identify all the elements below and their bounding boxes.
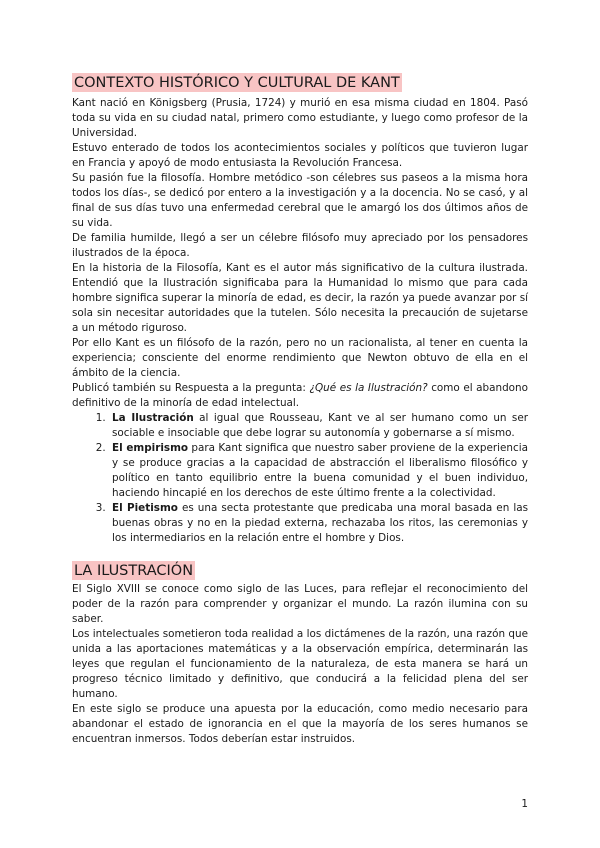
numbered-list bbox=[72, 411, 528, 546]
list-item-term: El Pietismo bbox=[112, 502, 178, 514]
list-item-term: La Ilustración bbox=[112, 412, 194, 424]
paragraph: Kant nació en Königsberg (Prusia, 1724) y murió en esa misma ciudad en 1804. Pasó toda su vida en su ciudad natal, primero como estudiante, y luego como profesor de la Universidad. bbox=[72, 97, 528, 139]
respuesta-title-italic: ¿Qué es la Ilustración? bbox=[309, 382, 428, 394]
list-item bbox=[109, 411, 528, 441]
list-item-term: El empirismo bbox=[112, 442, 189, 454]
list-item bbox=[109, 441, 528, 501]
paragraph: En este siglo se produce una apuesta por la educación, como medio necesario para abandonar el estado de ignorancia en el que la mayoría de los seres humanos se encuentran inmersos. Todos deberían estar instruidos. bbox=[72, 703, 528, 745]
paragraph: Su pasión fue la filosofía. Hombre metódico -son célebres sus paseos a la misma hora todos los días-, se dedicó por entero a la investigación y a la docencia. No se casó, y al final de sus días tuvo una enfermedad cerebral que le amargó los dos últimos años de su vida. bbox=[72, 172, 528, 229]
page-content bbox=[72, 72, 528, 747]
paragraph: El Siglo XVIII se conoce como siglo de las Luces, para reflejar el reconocimiento del poder de la razón para comprender y organizar el mundo. La razón ilumina con su saber. bbox=[72, 583, 528, 625]
page-number: 1 bbox=[521, 798, 528, 810]
respuesta-text-after: como el abandono definitivo de la minoría de edad intelectual. bbox=[72, 382, 528, 409]
paragraph: En la historia de la Filosofía, Kant es el autor más significativo de la cultura ilustrada. Entendió que la Ilustración significaba para la Humanidad lo mismo que para cada hombre significa superar la minoría de edad, es decir, la razón ya puede avanzar por sí sola sin necesitar autoridades que la tutelen. Sólo necesita la precaución de sujetarse a un método riguroso. bbox=[72, 262, 528, 334]
list-item-text: para Kant significa que nuestro saber proviene de la experiencia y se produce gracias a la capacidad de abstracción el liberalismo filosófico y político en tanto equilibrio entre la buena comunidad y el buen individuo, haciendo hincapié en los derechos de este último frente a la colectividad. bbox=[112, 442, 528, 499]
section-heading-ilustracion: LA ILUSTRACIÓN bbox=[74, 563, 194, 579]
paragraph: Por ello Kant es un filósofo de la razón, pero no un racionalista, al tener en cuenta la experiencia; consciente del enorme rendimiento que Newton obtuvo de ella en el ámbito de la ciencia. bbox=[72, 337, 528, 379]
paragraph: Estuvo enterado de todos los acontecimientos sociales y políticos que tuvieron lugar en Francia y apoyó de modo entusiasta la Revolución Francesa. bbox=[72, 142, 528, 169]
section-contexto bbox=[72, 72, 528, 546]
section-ilustracion bbox=[72, 560, 528, 747]
section-heading-contexto: CONTEXTO HISTÓRICO Y CULTURAL DE KANT bbox=[74, 75, 400, 91]
paragraph-respuesta bbox=[72, 381, 528, 411]
list-item-text: es una secta protestante que predicaba una moral basada en las buenas obras y no en la piedad externa, rechazaba los ritos, las ceremonias y los intermediarios en la relación entre el hombre y Dios. bbox=[112, 502, 528, 544]
paragraph: Los intelectuales sometieron toda realidad a los dictámenes de la razón, una razón que unida a las aportaciones matemáticas y a la observación empírica, determinarán las leyes que regulan el funcionamiento de la naturaleza, de esta manera se hará un progreso técnico limitado y definitivo, que conducirá a la felicidad plena del ser humano. bbox=[72, 628, 528, 700]
respuesta-text-before: Publicó también su Respuesta a la pregunta: bbox=[72, 382, 310, 394]
list-item-text: al igual que Rousseau, Kant ve al ser humano como un ser sociable e insociable que debe lograr su autonomía y gobernarse a sí mismo. bbox=[112, 412, 528, 439]
list-item bbox=[109, 501, 528, 546]
paragraph: De familia humilde, llegó a ser un célebre filósofo muy apreciado por los pensadores ilustrados de la época. bbox=[72, 232, 528, 259]
